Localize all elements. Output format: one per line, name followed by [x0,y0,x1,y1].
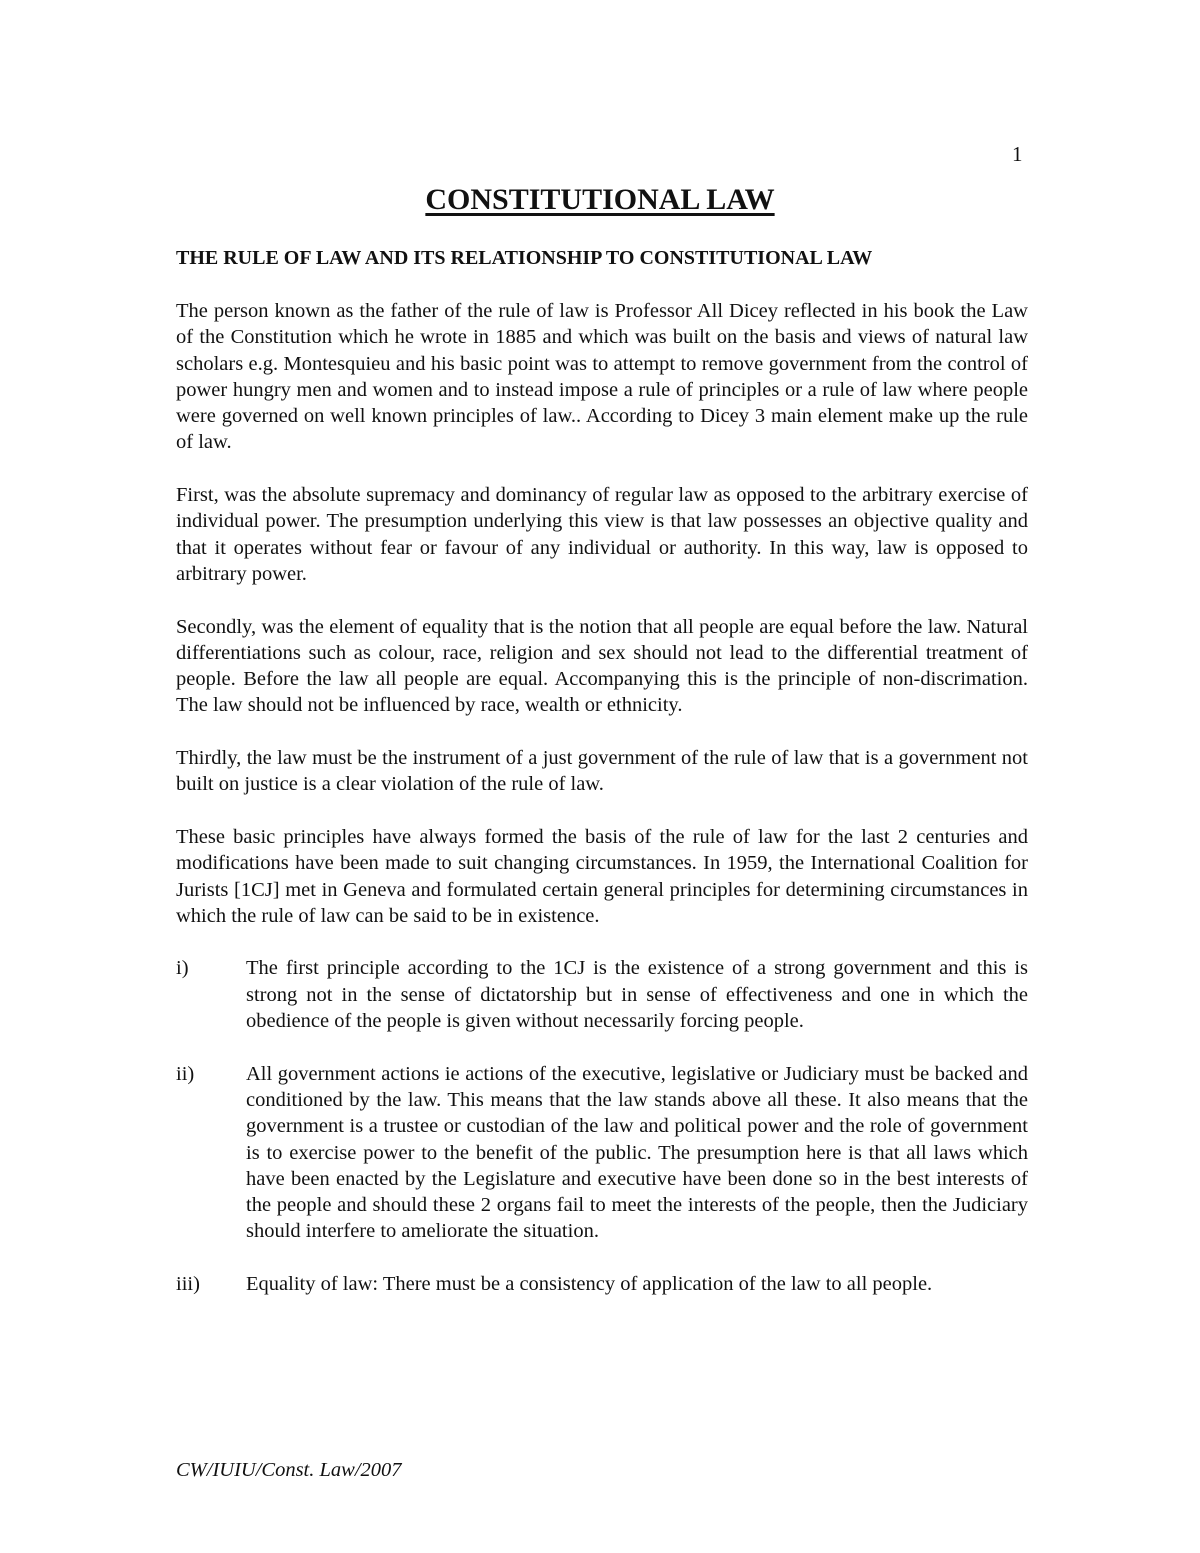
list-item [176,955,1028,1034]
list-marker: ii) [176,1062,195,1085]
list-marker: iii) [176,1272,200,1295]
paragraph-second-element: Secondly, was the element of equality that is the notion that all people are equal before the law. Natural differentiations such as colour, race, religion and sex should not lead to the differential treatment of people. Before the law all people are equal. Accompanying this is the principle of non-discrimation. The law should not be influenced by race, wealth or ethnicity. [176,615,1028,717]
list-item-text: All government actions ie actions of the executive, legislative or Judiciary must be backed and conditioned by the law. This means that the law stands above all these. It also means that the government is a trustee or custodian of the law and political power and the role of government is to exercise power to the benefit of the public. The presumption here is that all laws which have been enacted by the Legislature and executive have been done so in the best interests of the people and should these 2 organs fail to meet the interests of the people, then the Judiciary should interfere to ameliorate the situation. [246,1062,1028,1243]
page-number: 1 [1012,142,1023,166]
paragraph-icj-principles: These basic principles have always formed the basis of the rule of law for the last 2 centuries and modifications have been made to suit changing circumstances. In 1959, the International Coalition for Jurists [1CJ] met in Geneva and formulated certain general principles for determining circumstances in which the rule of law can be said to be in existence. [176,825,1028,927]
list-item-text: The first principle according to the 1CJ is the existence of a strong government and this is strong not in the sense of dictatorship but in sense of effectiveness and one in which the obedience of the people is given without necessarily forcing people. [246,957,1028,1033]
paragraph-dicey-intro: The person known as the father of the rule of law is Professor All Dicey reflected in his book the Law of the Constitution which he wrote in 1885 and which was built on the basis and views of natural law scholars e.g. Montesquieu and his basic point was to attempt to remove government from the control of power hungry men and women and to instead impose a rule of principles or a rule of law where people were governed on well known principles of law.. According to Dicey 3 main element make up the rule of law. [176,300,1028,454]
list-item [176,1061,1028,1245]
paragraph-first-element: First, was the absolute supremacy and dominancy of regular law as opposed to the arbitrary exercise of individual power. The presumption underlying this view is that law possesses an objective quality and that it operates without fear or favour of any individual or authority. In this way, law is opposed to arbitrary power. [176,484,1028,585]
document-body [176,298,1028,1324]
document-title: CONSTITUTIONAL LAW [425,183,775,216]
list-item-text: Equality of law: There must be a consistency of application of the law to all people. [246,1272,933,1295]
page-footer: CW/IUIU/Const. Law/2007 [176,1459,402,1481]
list-item [176,1271,1028,1297]
list-marker: i) [176,957,189,980]
section-heading: THE RULE OF LAW AND ITS RELATIONSHIP TO CONSTITUTIONAL LAW [176,247,873,269]
paragraph-third-element: Thirdly, the law must be the instrument of a just government of the rule of law that is a government not built on justice is a clear violation of the rule of law. [176,747,1028,796]
